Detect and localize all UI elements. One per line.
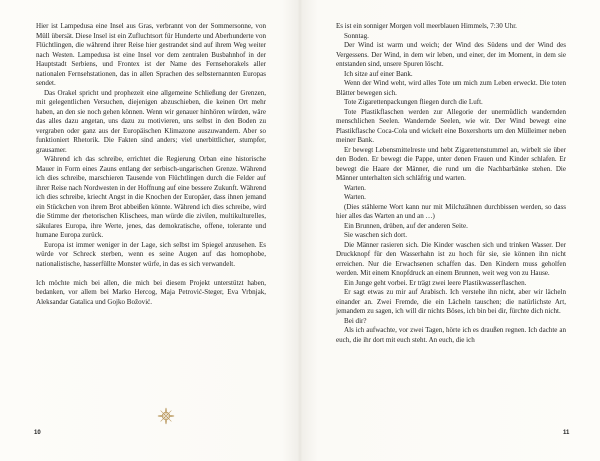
page-number-right: 11 — [563, 430, 570, 436]
page-number-left: 10 — [34, 430, 41, 436]
paragraph: Ich sitze auf einer Bank. — [344, 69, 413, 78]
paragraph: Tote Zigarettenpackungen fliegen durch die Luft. — [344, 98, 483, 106]
paragraph: Er bewegt Lebensmittelreste und hebt Zigarettenstummel an, wirbelt sie über den Boden. Er bewegt die Pappe, unter denen Frauen und Kinder schlafen. Er bewegt die Haare der Männer, die rund um die Nachbarbänke stehen. Die Männer unterhalten sich schläfrig und warten. — [336, 145, 566, 182]
left-text-column — [36, 22, 266, 307]
paragraph: Die Männer rasieren sich. Die Kinder waschen sich und trinken Wasser. Der Druckknopf für den Wasserhahn ist zu hoch für sie, sie können ihn nicht erreichen. Nur die Erwachsenen schaffen das. Den Kindern muss geholfen werden. Mit einem Knopfdruck an einem Brunnen, weit weg von zu Hause. — [336, 240, 566, 277]
paragraph: Warten. — [344, 183, 366, 192]
compass-ornament-icon — [157, 407, 175, 425]
paragraph: Wenn der Wind weht, wird alles Tote um mich zum Leben erweckt. Die toten Blätter bewegen sich. — [336, 79, 566, 97]
paragraph: Es ist ein sonniger Morgen voll meerblauen Himmels, 7:30 Uhr. — [336, 22, 517, 30]
paragraph: Europa ist immer weniger in der Lage, sich selbst im Spiegel anzusehen. Es würde vor Schreck sterben, wenn es seine Augen auf das homophobe, nationalistische, hasserfüllte Monster würfe, in das es sich verwandelt. — [36, 240, 266, 268]
paragraph: Der Wind ist warm und weich; der Wind des Südens und der Wind des Vergessens. Der Wind, in dem wir leben, und einer, der im Moment, in dem sie entstanden sind, unsere Spuren löscht. — [336, 41, 566, 68]
right-page — [300, 0, 600, 461]
paragraph: Sonntag. — [344, 31, 369, 40]
paragraph: Ein Brunnen, drüben, auf der anderen Seite. — [344, 221, 468, 230]
paragraph: Tote Plastikflaschen werden zur Allegorie der unermüdlich wandernden menschlichen Seelen. Wandernde Seelen, wie wir. Der Wind bewegt eine Plastikflasche Coca-Cola und wickelt eine Boxershorts um den Mülleimer neben meiner Bank. — [336, 107, 566, 144]
paragraph: Hier ist Lampedusa eine Insel aus Gras, verbrannt von der Sommersonne, von Müll übersät. Diese Insel ist ein Zufluchtsort für Hunderte und Aberhunderte von Flüchtlingen, die während ihrer Reise hier gestrandet sind auf ihrem Weg weiter nach Westen. Lampedusa ist eine Insel vor dem zentralen Busbahnhof in der Hauptstadt Serbiens, und Frontex ist der Name des Fernsehorakels aller nationalen Fernsehstationen, das in allen Sprachen des selbsternannten Europas sendet. — [36, 22, 266, 87]
paragraph: Sie waschen sich dort. — [344, 231, 408, 239]
paragraph: Während ich das schreibe, errichtet die Regierung Orban eine historische Mauer in Form eines Zauns entlang der serbisch-ungarischen Grenze. Während ich dies schreibe, marschieren Tausende von Flüchtlingen durch die Felder auf ihrer Reise nach Nordwesten in der Hoffnung auf eine bessere Zukunft. Während ich dies schreibe, kriecht Angst in die Knochen der Europäer, dass ihnen jemand ein Stückchen von ihrem Brot abbeißen könnte. Während ich dies schreibe, wird die Stimme der rhetorischen Klischees, man würde die zivilen, multikulturelles, säkulares Europa, ihre Werte, jenes, das demokratische, offene, tolerante und humane Europa zurück. — [36, 155, 266, 239]
right-text-column — [336, 22, 566, 345]
paragraph: Als ich aufwachte, vor zwei Tagen, hörte ich es draußen regnen. Ich dachte an euch, die ihr dort mit euch steht. An euch, die ich — [336, 326, 566, 344]
paragraph: Das Orakel spricht und prophezeit eine allgemeine Schließung der Grenzen, mit gelegentlichen Versuchen, diejenigen abzuschieben, die keinen Ort mehr haben, an den sie noch gehen können. Wenn wir genauer hinhören würden, wäre das alles dazu angetan, uns dazu zu motivieren, uns selbst in den Boden zu vergraben oder ganz aus der Europäischen Klimazone auszuwandern. Aber so funktioniert Rhetorik. Die Fakten sind anders; viel unerbittlicher, stumpfer, grausamer. — [36, 88, 266, 154]
paragraph: Ich möchte mich bei allen, die mich bei diesem Projekt unterstützt haben, bedanken, vor allem bei Marko Hercog, Maja Petrović-Steger, Eva Vrbnjak, Aleksandar Gatalica und Gojko Božović. — [36, 278, 266, 306]
paragraph: Er sagt etwas zu mir auf Arabisch. Ich verstehe ihn nicht, aber wir lächeln einander an. Zwei Fremde, die ein Lächeln tauschen; die natürlichste Art, jemandem zu sagen, ich will dir nichts Böses, ich bin bei dir, fürchte dich nicht. — [336, 288, 566, 315]
paragraph: Ein Junge geht vorbei. Er trägt zwei leere Plastikwasserflaschen. — [344, 278, 527, 287]
paragraph: (Dies stählerne Wort kann nur mit Milchzähnen durchbissen werden, so dass hier alles das Warten an und an …) — [336, 202, 566, 220]
paragraph: Warten. — [344, 193, 366, 201]
paragraph: Bei dir? — [344, 316, 367, 325]
